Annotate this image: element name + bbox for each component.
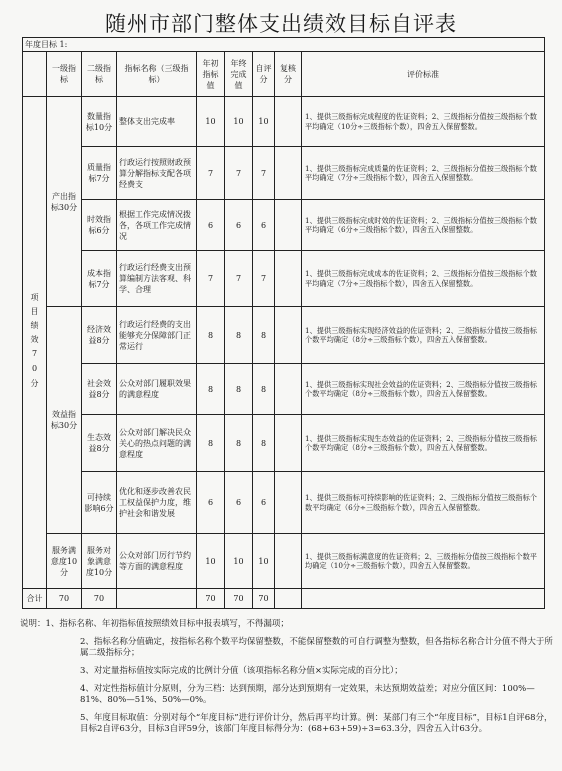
criteria-cell: 1、提供三级指标实现经济效益的佐证资料；2、三级指标分值按三级指标个数平均确定（8分÷三级指标个数），四舍五入保留整数。: [302, 307, 545, 364]
initial-value: 7: [197, 147, 225, 200]
header-criteria: 评价标准: [302, 52, 545, 97]
initial-value: 8: [197, 415, 225, 472]
review-score: [275, 415, 302, 472]
criteria-cell: 1、提供三级指标完成程度的佐证资料；2、三级指标分值按三级指标个数平均确定（10分÷三级指标个数），四舍五入保留整数。: [302, 97, 545, 147]
criteria-cell: 1、提供三级指标完成成本的佐证资料；2、三级指标分值按三级指标个数平均确定（7分÷三级指标个数），四舍五入保留整数。: [302, 251, 545, 307]
total-label: 合计: [23, 589, 47, 609]
final-value: 10: [225, 534, 253, 589]
level2-cell: 质量指标7分: [82, 147, 117, 200]
header-blank: [23, 52, 47, 97]
initial-value: 7: [197, 251, 225, 307]
review-score: [275, 364, 302, 415]
total-blank: [117, 589, 197, 609]
total-review: [275, 589, 302, 609]
initial-value: 6: [197, 472, 225, 534]
total-level1: 70: [47, 589, 82, 609]
criteria-cell: 1、提供三级指标满意度的佐证资料；2、三级指标分值按三级指标个数平均确定（10分÷三级指标个数），四舍五入保留整数。: [302, 534, 545, 589]
final-value: 6: [225, 472, 253, 534]
level2-cell: 可持续影响6分: [82, 472, 117, 534]
header-initial: 年初指标值: [197, 52, 225, 97]
self-score: 6: [253, 472, 275, 534]
self-score: 6: [253, 200, 275, 251]
level2-cell: 时效指标6分: [82, 200, 117, 251]
criteria-cell: 1、提供三级指标可持续影响的佐证资料；2、三级指标分值按三级指标个数平均确定（6分÷三级指标个数），四舍五入保留整数。: [302, 472, 545, 534]
total-initial: 70: [197, 589, 225, 609]
initial-value: 8: [197, 307, 225, 364]
final-value: 6: [225, 200, 253, 251]
criteria-cell: 1、提供三级指标实现社会效益的佐证资料；2、三级指标分值按三级指标个数平均确定（8分÷三级指标个数），四舍五入保留整数。: [302, 364, 545, 415]
final-value: 8: [225, 364, 253, 415]
level3-cell: 整体支出完成率: [117, 97, 197, 147]
total-level2: 70: [82, 589, 117, 609]
level3-cell: 公众对部门厉行节约等方面的满意程度: [117, 534, 197, 589]
final-value: 10: [225, 97, 253, 147]
project-performance-label: 项目绩效70分: [23, 97, 47, 589]
final-value: 8: [225, 415, 253, 472]
criteria-cell: 1、提供三级指标完成时效的佐证资料；2、三级指标分值按三级指标个数平均确定（6分÷三级指标个数），四舍五入保留整数。: [302, 200, 545, 251]
form-title: 随州市部门整体支出绩效目标自评表: [105, 12, 457, 36]
self-score: 8: [253, 364, 275, 415]
total-criteria: [302, 589, 545, 609]
level2-cell: 社会效益8分: [82, 364, 117, 415]
group-satisfaction: 服务满意度10分: [47, 534, 82, 589]
review-score: [275, 147, 302, 200]
review-score: [275, 200, 302, 251]
self-score: 10: [253, 97, 275, 147]
level2-cell: 生态效益8分: [82, 415, 117, 472]
self-score: 7: [253, 147, 275, 200]
level3-cell: 公众对部门解决民众关心的热点问题的满意程度: [117, 415, 197, 472]
header-level2: 二级指标: [82, 52, 117, 97]
group-benefit: 效益指标30分: [47, 307, 82, 534]
initial-value: 10: [197, 97, 225, 147]
level2-cell: 成本指标7分: [82, 251, 117, 307]
note-item: 4、对定性指标值计分原则，分为三档：达到预期，部分达到预期有一定效果，未达预期效益差；对应分值区间：100%—81%、80%—51%、50%—0%。: [80, 684, 535, 705]
header-self: 自评分: [253, 52, 275, 97]
self-score: 8: [253, 415, 275, 472]
level2-cell: 服务对象满意度10分: [82, 534, 117, 589]
header-level3: 指标名称（三级指标）: [117, 52, 197, 97]
level3-cell: 根据工作完成情况拨各，各项工作完成情况: [117, 200, 197, 251]
note-item: 3、对定量指标值按实际完成的比例计分值（该项指标名称分值×实际完成的百分比）；: [80, 666, 403, 676]
level2-cell: 数量指标10分: [82, 97, 117, 147]
review-score: [275, 534, 302, 589]
note-item: 5、年度目标取值：分别对每个“年度目标”进行评价计分，然后再平均计算。例：某部门有三个“年度目标”，目标1自评68分，目标2自评63分，目标3自评59分，该部门年度目标得分为：(68+63+59)÷3=63.3分，四舍五入计63分。: [80, 713, 553, 734]
self-score: 8: [253, 307, 275, 364]
level3-cell: 公众对部门履职效果的满意程度: [117, 364, 197, 415]
total-self: 70: [253, 589, 275, 609]
note-item: 说明：1、指标名称、年初指标值按照绩效目标申报表填写，不得漏项；: [20, 619, 289, 629]
review-score: [275, 251, 302, 307]
criteria-cell: 1、提供三级指标完成质量的佐证资料；2、三级指标分值按三级指标个数平均确定（7分÷三级指标个数），四舍五入保留整数。: [302, 147, 545, 200]
total-final: 70: [225, 589, 253, 609]
header-level1: 一级指标: [47, 52, 82, 97]
final-value: 8: [225, 307, 253, 364]
note-item: 2、指标名称分值确定，按指标名称个数平均保留整数，不能保留整数的可自行调整为整数，但各指标名称合计分值不得大于所属二级指标分；: [80, 637, 553, 658]
review-score: [275, 307, 302, 364]
notes-section: [20, 619, 554, 742]
initial-value: 6: [197, 200, 225, 251]
header-final: 年终完成值: [225, 52, 253, 97]
level2-cell: 经济效益8分: [82, 307, 117, 364]
header-review: 复核分: [275, 52, 302, 97]
level3-cell: 行政运行按照财政预算分解指标支配各项经费支: [117, 147, 197, 200]
final-value: 7: [225, 147, 253, 200]
initial-value: 8: [197, 364, 225, 415]
level3-cell: 优化和逐步改善农民工权益保护力度，维护社会和谐发展: [117, 472, 197, 534]
initial-value: 10: [197, 534, 225, 589]
self-score: 7: [253, 251, 275, 307]
final-value: 7: [225, 251, 253, 307]
level3-cell: 行政运行经费支出预算编制方法客观、科学、合理: [117, 251, 197, 307]
self-score: 10: [253, 534, 275, 589]
group-output: 产出指标30分: [47, 97, 82, 307]
criteria-cell: 1、提供三级指标实现生态效益的佐证资料；2、三级指标分值按三级指标个数平均确定（8分÷三级指标个数），四舍五入保留整数。: [302, 415, 545, 472]
review-score: [275, 472, 302, 534]
year-goal-label: 年度目标 1:: [23, 38, 545, 52]
evaluation-table: [22, 37, 545, 609]
review-score: [275, 97, 302, 147]
level3-cell: 行政运行经费的支出能够充分保障部门正常运行: [117, 307, 197, 364]
